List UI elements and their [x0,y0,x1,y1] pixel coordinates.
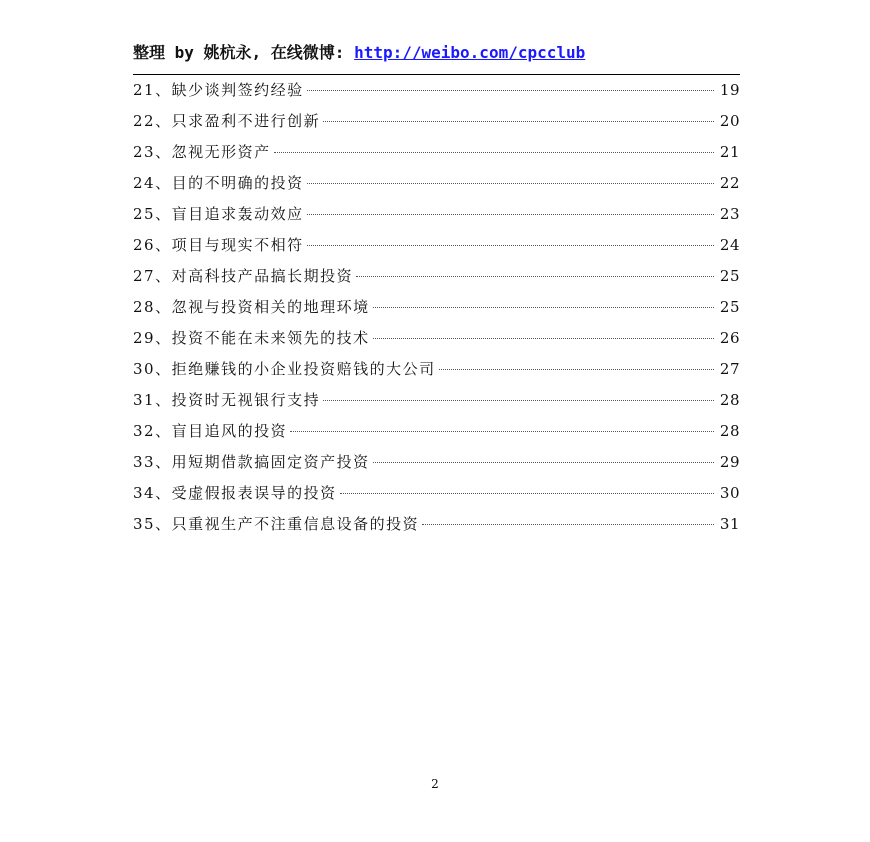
toc-entry-page: 23 [719,205,740,223]
toc-entry-page: 28 [719,422,740,440]
toc-entry-title: 对高科技产品搞长期投资 [171,267,354,285]
toc-entry-page: 25 [719,267,740,285]
toc-entry[interactable] [133,478,740,509]
toc-entry-page: 26 [719,329,740,347]
toc-entry-title: 用短期借款搞固定资产投资 [171,453,370,471]
toc-dot-leader [307,90,714,91]
toc-dot-leader [373,462,714,463]
toc-entry[interactable] [133,199,740,230]
table-of-contents [133,75,740,540]
toc-entry-title: 只求盈利不进行创新 [171,112,321,130]
toc-entry-title: 缺少谈判签约经验 [171,81,304,99]
toc-entry-page: 27 [719,360,740,378]
toc-entry[interactable] [133,416,740,447]
toc-entry-page: 20 [719,112,740,130]
toc-dot-leader [307,214,714,215]
toc-entry-number: 31、 [133,391,172,409]
toc-entry-title: 投资不能在未来领先的技术 [171,329,370,347]
toc-dot-leader [323,400,714,401]
toc-entry-title: 拒绝赚钱的小企业投资赔钱的大公司 [171,360,436,378]
toc-entry-page: 30 [719,484,740,502]
page-number: 2 [431,777,439,791]
toc-entry-page: 24 [719,236,740,254]
toc-entry-number: 33、 [133,453,172,471]
toc-entry-number: 30、 [133,360,172,378]
toc-entry-number: 23、 [133,143,172,161]
toc-entry-title: 忽视与投资相关的地理环境 [171,298,370,316]
toc-dot-leader [356,276,714,277]
toc-dot-leader [290,431,714,432]
toc-entry-number: 22、 [133,112,172,130]
toc-entry[interactable] [133,447,740,478]
toc-dot-leader [373,338,714,339]
toc-entry-title: 忽视无形资产 [171,143,271,161]
toc-entry[interactable] [133,323,740,354]
toc-dot-leader [439,369,714,370]
toc-dot-leader [340,493,714,494]
toc-entry-title: 只重视生产不注重信息设备的投资 [171,515,420,533]
toc-entry-number: 25、 [133,205,172,223]
toc-entry-number: 29、 [133,329,172,347]
toc-entry[interactable] [133,137,740,168]
toc-entry-page: 28 [719,391,740,409]
toc-entry-number: 27、 [133,267,172,285]
toc-dot-leader [307,245,714,246]
toc-entry[interactable] [133,230,740,261]
toc-dot-leader [422,524,714,525]
toc-entry[interactable] [133,75,740,106]
toc-entry[interactable] [133,509,740,540]
toc-entry-title: 目的不明确的投资 [171,174,304,192]
toc-entry[interactable] [133,354,740,385]
toc-entry-title: 盲目追风的投资 [171,422,288,440]
toc-entry[interactable] [133,168,740,199]
header-credit: 整理 by 姚杭永, 在线微博: [133,43,355,62]
toc-dot-leader [307,183,714,184]
toc-entry-page: 25 [719,298,740,316]
toc-entry[interactable] [133,385,740,416]
toc-entry[interactable] [133,261,740,292]
toc-entry-number: 26、 [133,236,172,254]
toc-dot-leader [373,307,714,308]
toc-entry-number: 35、 [133,515,172,533]
page-header [133,40,740,70]
toc-entry-page: 22 [719,174,740,192]
toc-entry-number: 28、 [133,298,172,316]
toc-dot-leader [274,152,714,153]
toc-dot-leader [323,121,714,122]
toc-entry-page: 29 [719,453,740,471]
toc-entry-title: 盲目追求轰动效应 [171,205,304,223]
toc-entry-number: 34、 [133,484,172,502]
toc-entry[interactable] [133,106,740,137]
toc-entry-page: 19 [719,81,740,99]
toc-entry-number: 21、 [133,81,172,99]
weibo-link[interactable]: http://weibo.com/cpcclub [354,43,586,62]
toc-entry-page: 31 [719,515,740,533]
toc-entry-title: 投资时无视银行支持 [171,391,321,409]
toc-entry[interactable] [133,292,740,323]
toc-entry-page: 21 [719,143,740,161]
toc-entry-number: 32、 [133,422,172,440]
toc-entry-number: 24、 [133,174,172,192]
toc-entry-title: 受虚假报表误导的投资 [171,484,337,502]
toc-entry-title: 项目与现实不相符 [171,236,304,254]
